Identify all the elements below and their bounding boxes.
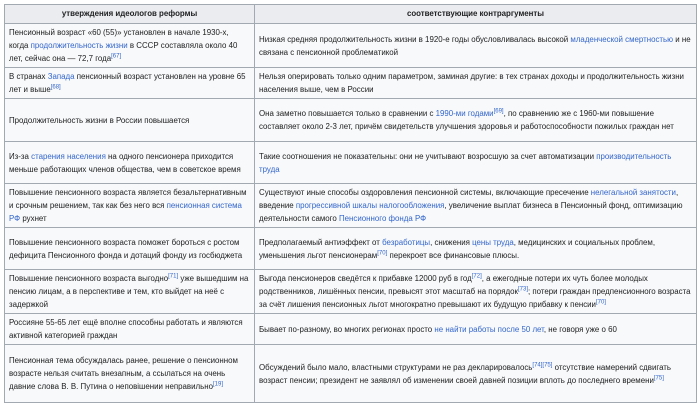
cell-text: пенсионный возраст установлен на уровне 65 лет и выше [9,72,246,94]
cell-text: , медицинских и социальных проблем, уменьшения льгот пенсионерам [259,237,656,260]
counter-cell [255,68,697,99]
table-row [5,184,697,228]
cell-text: Пенсионная тема обсуждалась ранее, решение о пенсионном возрасте нельзя считать внезапным, а ссылаться на очень давние слова В. В. Путина о неповішении неправильно [9,356,238,391]
cell-text: Россияне 55-65 лет ещё вполне способны работать и являются активной категорией граждан [9,318,243,340]
wiki-link[interactable]: производительность труда [259,151,672,174]
table-row [5,228,697,270]
wiki-link[interactable]: нелегальной занятости [590,188,676,197]
counter-cell [255,270,697,314]
table-row [5,345,697,403]
counter-cell [255,99,697,142]
cell-text: Продолжительность жизни в России повышается [9,115,190,125]
cell-text: перекроет все финансовые плюсы. [387,250,520,260]
cell-text: рухнет [20,214,47,223]
cell-text: , не говоря уже о 60 [543,324,617,334]
counter-cell [255,24,697,68]
cell-text: Бывает по-разному, во многих регионах просто [259,324,435,334]
footnote-ref[interactable]: [72] [471,273,482,280]
claim-cell [5,184,255,228]
cell-text: , а ежегодные потери их чуть более молодых родственников, лишённых пенсии, превысят этот масштаб на порядок [259,274,648,296]
wiki-link[interactable]: продолжительность жизни [30,41,128,50]
cell-text: отсутствие намерений сдвигать возраст пенсии; президент не заявлял об изменении своей давней позиции вплоть до последнего времени [259,362,672,385]
wiki-link[interactable]: младенческой смертностью [570,34,674,44]
cell-text: и не связана с пенсионной проблематикой [259,34,691,57]
claim-cell [5,228,255,270]
table-row [5,314,697,345]
cell-text: , увеличение выплат бизнеса в Пенсионный фонд, оптимизацию деятельности самого [259,201,683,223]
footnote-ref[interactable]: [67] [111,53,122,60]
footnote-ref[interactable]: [70] [377,249,388,256]
cell-text: уже вышедшим на пенсию лицам, а в перспективе и тем, кто выйдет на неё с задержкой [9,274,249,309]
cell-text: Нельзя оперировать только одним параметром, заминая другие: в тех странах доходы и продолжительность жизни населения выше, чем в России [259,72,684,94]
table-row [5,99,697,142]
claim-cell [5,68,255,99]
wiki-link[interactable]: не найти работы после 50 лет [434,324,544,334]
cell-text: Она заметно повышается только в сравнении с [259,109,436,118]
header-row [5,5,697,24]
counter-cell [255,314,697,345]
counter-cell [255,142,697,184]
cell-text: в СССР составляла около 40 лет, сейчас она — 72,7 года [9,41,238,63]
cell-text: , по сравнению же с 1960-ми повышение составляет около 2-3 лет, причём свидетельств улучшения здоровья и работоспособности пожилых граждан нет [259,109,674,131]
footnote-ref[interactable]: [69] [493,108,504,115]
cell-text: Обсуждений было мало, властными структурами не раз декларировалось [259,362,533,372]
table-body [5,24,697,403]
wiki-link[interactable]: пенсионная система РФ [9,201,242,223]
cell-text: , введение [259,188,679,210]
wiki-link[interactable]: старения населения [31,151,106,161]
cell-text: Такие соотношения не показательны: они не учитывают возросшую за счет автоматизации [259,151,597,161]
cell-text: Повышение пенсионного возраста поможет бороться с ростом дефицита Пенсионного фонда и дотаций фонду из госбюджета [9,237,243,260]
claim-cell [5,142,255,184]
claim-cell [5,270,255,314]
claim-cell [5,99,255,142]
cell-text: Из-за [9,151,32,161]
cell-text: на одного пенсионера приходится меньше работающих членов общества, чем в советское время [9,151,241,174]
claim-cell [5,314,255,345]
footnote-ref[interactable]: [70] [595,299,606,306]
wiki-link[interactable]: прогрессивной шкалы налогообложения [295,201,445,210]
footnote-ref[interactable]: [19] [213,381,224,388]
footnote-ref[interactable]: [73] [517,286,528,293]
wiki-link[interactable]: Запада [47,72,75,81]
claim-cell [5,345,255,403]
wiki-link[interactable]: Пенсионного фонда РФ [338,214,427,223]
cell-text: Пенсионный возраст «60 (55)» установлен в начале 1930-х, когда [9,28,229,50]
footnote-ref[interactable]: [71] [168,273,179,280]
table-row [5,24,697,68]
counter-cell [255,228,697,270]
wiki-link[interactable]: безработицы [382,237,431,247]
claim-cell [5,24,255,68]
cell-text: Предполагаемый антиэффект от [259,237,383,247]
footnote-ref[interactable]: [75] [653,374,664,381]
table-row [5,270,697,314]
table-row [5,68,697,99]
cell-text: ; потери граждан предпенсионного возраста за счёт лишения пенсионных льгот многократно превышают их будущую прибавку к пенсии [259,287,691,309]
cell-text: Существуют иные способы оздоровления пенсионной системы, включающие пресечение [259,188,591,197]
cell-text: В странах [9,72,48,81]
counter-cell [255,345,697,403]
cell-text: Повышение пенсионного возраста является безальтернативным и срочным решением, так как без него вся [9,188,247,210]
cell-text: Выгода пенсионеров сведётся к прибавке 12000 руб в год [259,274,472,283]
table-row [5,142,697,184]
header-counterarguments: соответствующие контраргументы [255,5,697,24]
footnote-ref[interactable]: [74][75] [532,361,553,368]
footnote-ref[interactable]: [68] [50,84,61,91]
arguments-table [4,4,697,403]
wiki-link[interactable]: цены труда [472,237,514,247]
cell-text: Повышение пенсионного возраста выгодно [9,274,169,283]
counter-cell [255,184,697,228]
header-claims: утверждения идеологов реформы [5,5,255,24]
cell-text: , снижения [430,237,473,247]
wiki-link[interactable]: 1990-ми годами [435,109,494,118]
cell-text: Низкая средняя продолжительность жизни в 1920-е годы обусловливалась высокой [259,34,571,44]
